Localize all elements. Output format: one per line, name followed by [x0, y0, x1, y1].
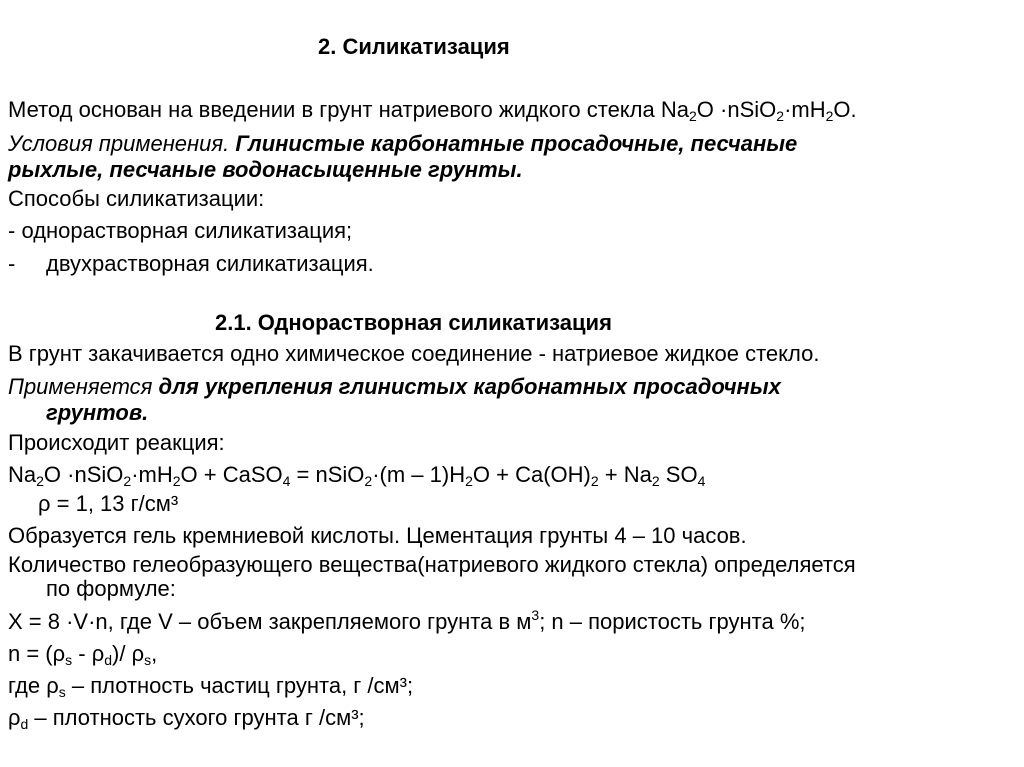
amount-line-cont: по формуле: [46, 576, 176, 601]
applied-line [8, 374, 781, 400]
applied-text: для укрепления глинистых карбонатных просадочных [158, 374, 781, 399]
formula-x: X = 8 ·V·n, где V – объем закрепляемого грунта в $м^3$; n – пористость грунта %; [8, 607, 806, 634]
method-two: двухрастворная силикатизация. [46, 251, 374, 276]
formula-n: $n = (\rho_s - \rho_d)/$ $\rho_s$, [8, 641, 158, 668]
methods-heading: Способы силикатизации: [8, 186, 265, 211]
page-title: 2. Силикатизация [318, 34, 510, 59]
conditions-text-cont: рыхлые, песчаные водонасыщенные грунты. [8, 157, 523, 182]
section-title: 2.1. Однорастворная силикатизация [215, 310, 612, 335]
method-one: - однорастворная силикатизация; [8, 218, 353, 243]
density-line: ρ = 1, 13 г/см³ [38, 491, 179, 516]
reaction-heading: Происходит реакция: [8, 430, 225, 455]
method-two-dash: - [8, 251, 16, 276]
applied-label: Применяется [8, 374, 159, 399]
amount-line: Количество гелеобразующего вещества(натриевого жидкого стекла) определяется [8, 552, 856, 577]
reaction-equation: $Na_2O$ $\cdot nSiO_2\cdot mH_2O$ + CaSO$_4$ = nSiO$_2$·(m – $1)H_2O + Ca(OH)_2 + Na_2$ $SO_4$ [8, 462, 706, 489]
method-line: Метод основан на введении в грунт натриевого жидкого стекла $Na_2O$ $\cdot nSiO_2\cdot mH_2O$. [8, 97, 857, 124]
section-line-1: В грунт закачивается одно химическое соединение - натриевое жидкое стекло. [8, 341, 820, 366]
rho-s-definition: где $\rho_s$ – плотность частиц грунта, г /см³; [8, 673, 414, 700]
conditions-label: Условия применения. [8, 131, 236, 156]
applied-text-cont: грунтов. [46, 400, 149, 425]
rho-d-definition: $\rho_d$ – плотность сухого грунта г /см³; [8, 705, 365, 732]
gel-line: Образуется гель кремниевой кислоты. Цементация грунты 4 – 10 часов. [8, 523, 747, 548]
conditions-line [8, 131, 797, 157]
conditions-text: Глинистые карбонатные просадочные, песчаные [235, 131, 798, 156]
